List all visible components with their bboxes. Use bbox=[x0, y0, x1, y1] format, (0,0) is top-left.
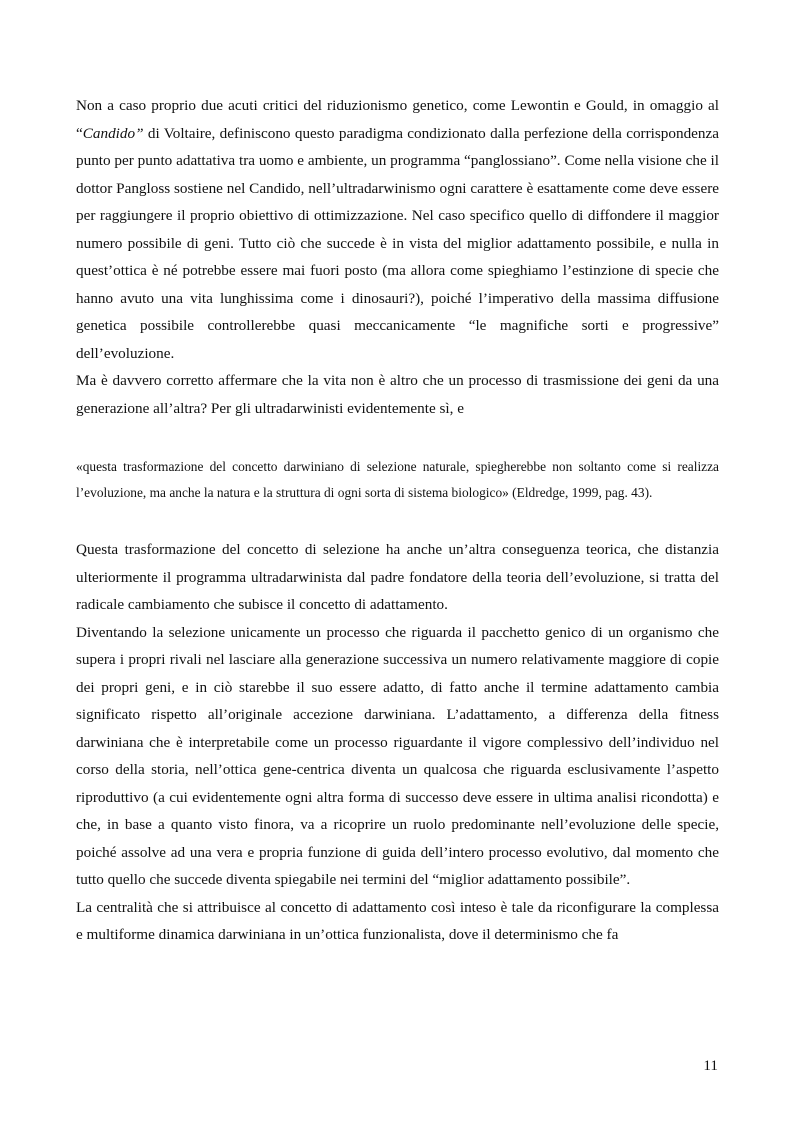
paragraph-3: Questa trasformazione del concetto di selezione ha anche un’altra conseguenza teorica, che distanzia ulteriormente il programma ultradarwinista dal padre fondatore della teoria dell’evoluzione, si tratta del radicale cambiamento che subisce il concetto di adattamento. bbox=[76, 541, 719, 613]
paragraph-1 bbox=[76, 92, 719, 367]
page-body bbox=[76, 92, 719, 949]
paragraph-4: Diventando la selezione unicamente un processo che riguarda il pacchetto genico di un organismo che supera i propri rivali nel lasciare alla generazione successiva un numero relativamente maggiore di copie dei propri geni, e in ciò starebbe il suo essere adatto, di fatto anche il termine adattamento cambia significato rispetto all’originale accezione darwiniana. L’adattamento, a differenza della fitness darwiniana che è interpretabile come un processo riguardante il vigore complessivo dell’individuo nel corso della storia, nell’ottica gene-centrica diventa un qualcosa che riguarda esclusivamente l’aspetto riproduttivo (a cui evidentemente ogni altra forma di successo deve essere in ultima analisi ricondotta) e che, in base a quanto visto finora, va a ricoprire un ruolo predominante nell’evoluzione delle specie, poiché assolve ad una vera e propria funzione di guida dell’intero processo evolutivo, dal momento che tutto quello che succede diventa spiegabile nei termini del “miglior adattamento possibile”. bbox=[76, 623, 719, 888]
paragraph-1-text-b: di Voltaire, definiscono questo paradigma condizionato dalla perfezione della corrispondenza punto per punto adattativa tra uomo e ambiente, un programma “panglossiano”. Come nella visione che il dottor Pangloss sostiene nel Candido, nell’ultradarwinismo ogni carattere è esattamente come deve essere per raggiungere il proprio obiettivo di ottimizzazione. Nel caso specifico quello di diffondere il maggior numero possibile di geni. Tutto ciò che succede è in vista del miglior adattamento possibile, e nulla in quest’ottica è né potrebbe essere mai fuori posto (ma allora come spieghiamo l’estinzione di specie che hanno avuto una vita lunghissima come i dinosauri?), poiché l’imperativo della massima diffusione genetica possibile controllerebbe quasi meccanicamente “le magnifiche sorti e progressive” dell’evoluzione. bbox=[76, 124, 719, 362]
paragraph-1-text-a: Non a caso proprio due acuti critici del riduzionismo genetico, come Lewontin e Gould, in omaggio al “ bbox=[76, 97, 719, 142]
page-number: 11 bbox=[703, 1057, 718, 1074]
candido-title: Candido” bbox=[82, 124, 144, 142]
paragraph-2: Ma è davvero corretto affermare che la vita non è altro che un processo di trasmissione dei geni da una generazione all’altra? Per gli ultradarwinisti evidentemente sì, e bbox=[76, 372, 719, 417]
paragraph-5: La centralità che si attribuisce al concetto di adattamento così inteso è tale da riconfigurare la complessa e multiforme dinamica darwiniana in un’ottica funzionalista, dove il determinismo che fa bbox=[76, 898, 719, 943]
block-quote: «questa trasformazione del concetto darwiniano di selezione naturale, spiegherebbe non soltanto come si realizza l’evoluzione, ma anche la natura e la struttura di ogni sorta di sistema biologico» (Eldredge, 1999, pag. 43). bbox=[76, 459, 719, 500]
